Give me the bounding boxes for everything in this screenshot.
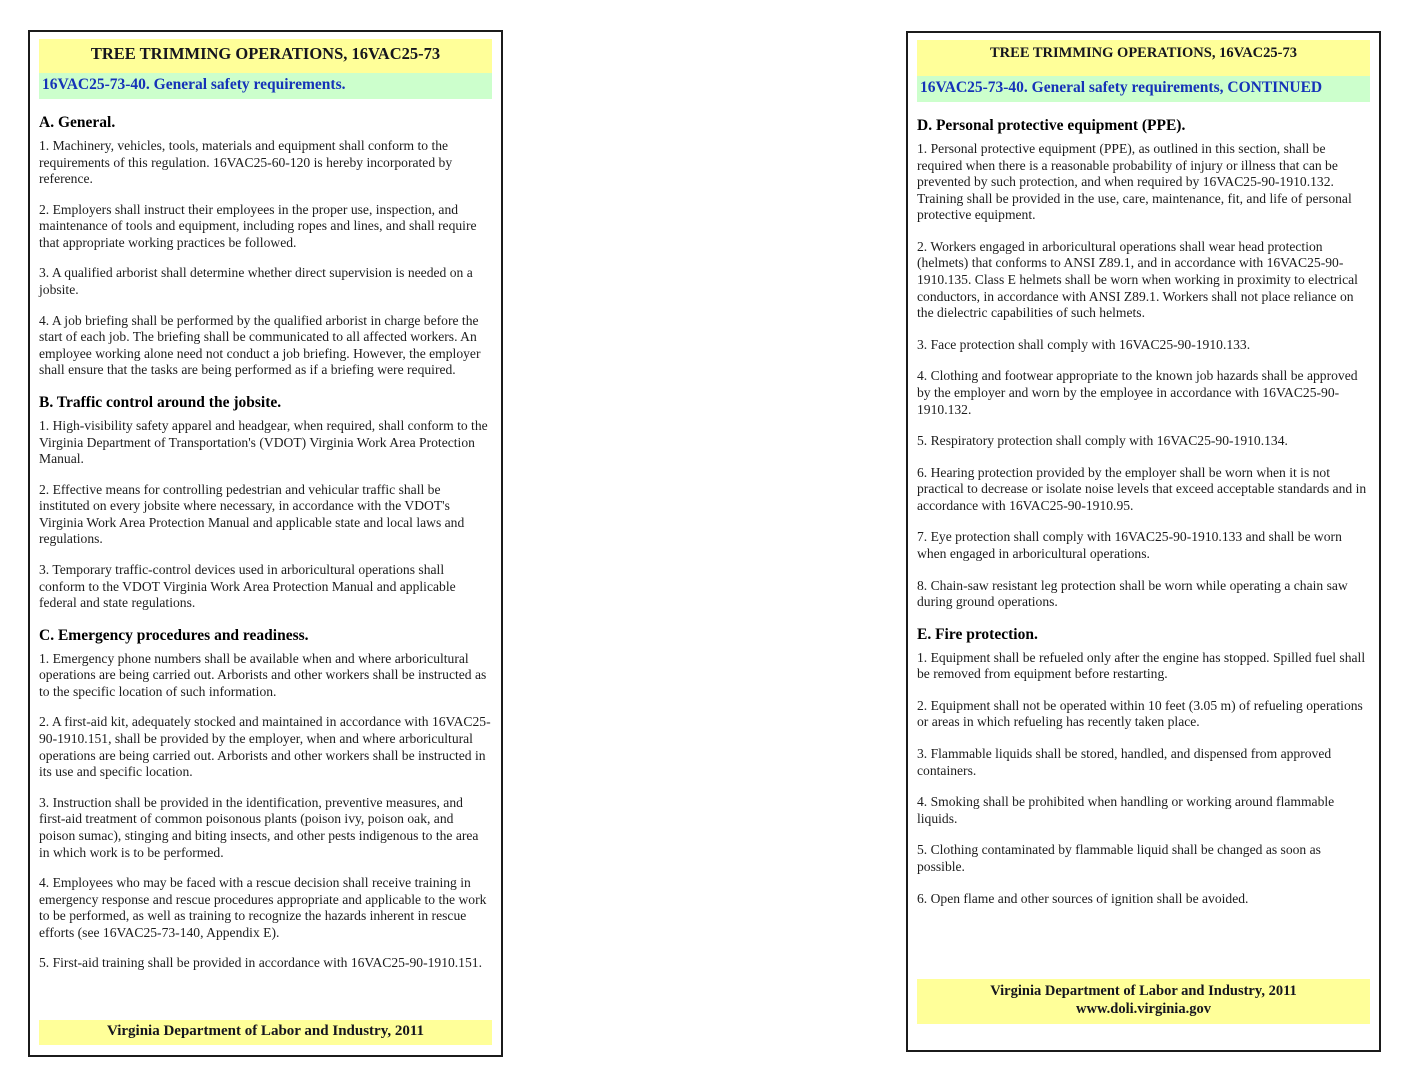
page-title-banner: TREE TRIMMING OPERATIONS, 16VAC25-73 — [39, 39, 492, 73]
paragraph: 6. Hearing protection provided by the employer shall be worn when it is not practical to decrease or isolate noise levels that exceed acceptable standards and in accordance with 16VAC25-90-1910.95. — [917, 464, 1367, 513]
paragraph: 1. Personal protective equipment (PPE), as outlined in this section, shall be required when there is a reasonable probability of injury or illness that can be prevented by such protection, and when required by 16VAC25-90-1910.132. Training shall be provided in the use, care, maintenance, fit, and life of personal protective equipment. — [917, 141, 1352, 223]
page-right — [906, 31, 1381, 1052]
paragraph: 5. First-aid training shall be provided in accordance with 16VAC25-90-1910.151. — [39, 955, 482, 971]
paragraph: 3. Flammable liquids shall be stored, handled, and dispensed from approved containers. — [917, 746, 1332, 778]
page-body — [39, 114, 492, 972]
paragraph: 2. Effective means for controlling pedestrian and vehicular traffic shall be instituted on every jobsite where necessary, in accordance with the VDOT's Virginia Work Area Protection Manual and applicable state and local laws and regulations. — [39, 481, 465, 547]
paragraph: 1. Equipment shall be refueled only after the engine has stopped. Spilled fuel shall be removed from equipment before restarting. — [917, 649, 1366, 682]
paragraph: 4. A job briefing shall be performed by the qualified arborist in charge before the start of each job. The briefing shall be communicated to all affected workers. An employee working alone need not conduct a job briefing. However, the employer shall ensure that the tasks are being performed as if a briefing were required. — [39, 312, 481, 378]
paragraph: 4. Employees who may be faced with a rescue decision shall receive training in emergency response and rescue procedures appropriate and applicable to the work to be performed, as well as training to recognize the hazards inherent in rescue efforts (see 16VAC25-73-140, Appendix E). — [39, 875, 487, 940]
page-left — [28, 30, 503, 1057]
paragraph: 3. A qualified arborist shall determine whether direct supervision is needed on a jobsite. — [39, 265, 473, 298]
paragraph: 5. Clothing contaminated by flammable liquid shall be changed as soon as possible. — [917, 842, 1321, 874]
paragraph: 4. Smoking shall be prohibited when handling or working around flammable liquids. — [917, 794, 1335, 826]
regulation-subheader: 16VAC25-73-40. General safety requirements. — [39, 73, 492, 99]
footer-url: www.doli.virginia.gov — [1076, 1000, 1211, 1017]
paragraph: 1. Machinery, vehicles, tools, materials and equipment shall conform to the requirements of this regulation. 16VAC25-60-120 is hereby incorporated by reference. — [39, 138, 453, 187]
footer-banner — [917, 979, 1370, 1024]
paragraph: 1. Emergency phone numbers shall be available when and where arboricultural operations are being carried out. Arborists and other workers shall be instructed as to the specific location of such information. — [39, 650, 487, 699]
section-heading-e: E. Fire protection. — [917, 625, 1038, 643]
regulation-subheader-continued: 16VAC25-73-40. General safety requirements, CONTINUED — [917, 76, 1370, 102]
paragraph: 3. Temporary traffic-control devices used in arboricultural operations shall conform to the VDOT Virginia Work Area Protection Manual and applicable federal and state regulations. — [39, 561, 456, 611]
paragraph: 2. Workers engaged in arboricultural operations shall wear head protection (helmets) that conforms to ANSI Z89.1, and in accordance with 16VAC25-90-1910.135. Class E helmets shall be worn when working in proximity to electrical conductors, in accordance with ANSI Z89.1. Workers shall not place reliance on the dielectric capabilities of such helmets. — [917, 238, 1358, 321]
page-body — [917, 117, 1370, 907]
section-heading-b: B. Traffic control around the jobsite. — [39, 393, 282, 411]
page-title-banner: TREE TRIMMING OPERATIONS, 16VAC25-73 — [917, 40, 1370, 76]
paragraph: 3. Instruction shall be provided in the identification, preventive measures, and first-aid treatment of common poisonous plants (poison ivy, poison oak, and poison sumac), stinging and biting insects, and other pests indigenous to the area in which work is to be performed. — [39, 794, 479, 860]
paragraph: 7. Eye protection shall comply with 16VAC25-90-1910.133 and shall be worn when engaged in arboricultural operations. — [917, 529, 1342, 561]
paragraph: 8. Chain-saw resistant leg protection shall be worn while operating a chain saw during ground operations. — [917, 577, 1348, 610]
footer-line-1: Virginia Department of Labor and Industry, 2011 — [990, 983, 1297, 1000]
paragraph: 4. Clothing and footwear appropriate to the known job hazards shall be approved by the employer and worn by the employee in accordance with 16VAC25-90-1910.132. — [917, 368, 1358, 417]
paragraph: 2. Employers shall instruct their employees in the proper use, inspection, and maintenance of tools and equipment, including ropes and lines, and shall require that appropriate working practices be followed. — [39, 201, 477, 250]
paragraph: 5. Respiratory protection shall comply with 16VAC25-90-1910.134. — [917, 433, 1288, 449]
paragraph: 1. High-visibility safety apparel and headgear, when required, shall conform to the Virginia Department of Transportation's (VDOT) Virginia Work Area Protection Manual. — [39, 417, 488, 467]
paragraph: 3. Face protection shall comply with 16VAC25-90-1910.133. — [917, 336, 1251, 352]
footer-banner: Virginia Department of Labor and Industry, 2011 — [39, 1020, 492, 1045]
paragraph: 2. Equipment shall not be operated within 10 feet (3.05 m) of refueling operations or areas in which refueling has recently taken place. — [917, 697, 1363, 730]
paragraph: 2. A first-aid kit, adequately stocked and maintained in accordance with 16VAC25-90-1910.151, shall be provided by the employer, when and where arboricultural operations are being carried out. Arborists and other workers shall be instructed in its use and specific location. — [39, 714, 491, 780]
section-heading-d: D. Personal protective equipment (PPE). — [917, 117, 1186, 134]
paragraph: 6. Open flame and other sources of ignition shall be avoided. — [917, 890, 1249, 906]
section-heading-c: C. Emergency procedures and readiness. — [39, 626, 309, 644]
section-heading-a: A. General. — [39, 114, 116, 131]
